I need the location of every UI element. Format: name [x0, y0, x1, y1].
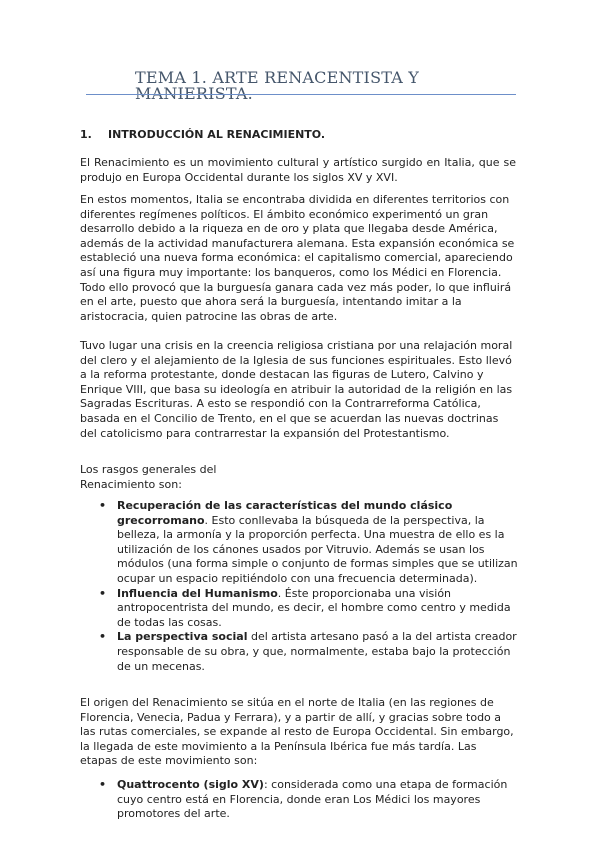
- list-item: [80, 499, 520, 587]
- paragraph-religion: Tuvo lugar una crisis en la creencia religiosa cristiana por una relajación moral del clero y el alejamiento de la Iglesia de sus funciones espirituales. Esto llevó a la reforma protestante, donde destacan las figuras de Lutero, Calvino y Enrique VIII, que basa su ideología en atribuir la autoridad de la religión en las Sagradas Escrituras. A esto se respondió con la Contrarreforma Católica, basada en el Concilio de Trento, en el que se acuerdan las nuevas doctrinas del catolicismo para contrarrestar la expansión del Protestantismo.: [80, 339, 513, 440]
- bullet-icon: •: [99, 586, 107, 600]
- list-item-text: . Éste proporcionaba una visión antropocentrista del mundo, es decir, el hombre como centro y medida de todas las cosas.: [117, 586, 511, 629]
- list-item-text: del artista artesano pasó a la del artista creador responsable de su obra, y que, normalmente, estaba bajo la protección de un mecenas.: [117, 630, 517, 673]
- list-item-bold: Quattrocento (siglo XV): [117, 778, 264, 791]
- section-number: 1.: [80, 128, 92, 141]
- list-item-bold: La perspectiva social: [117, 630, 248, 644]
- bullet-icon: •: [99, 630, 107, 644]
- list-item-text: : considerada como una etapa de formación cuyo centro está en Florencia, donde eran Los Médici los mayores promotores del arte.: [117, 778, 508, 821]
- features-list: [80, 499, 520, 674]
- title-underline: [86, 94, 516, 95]
- list-item: [80, 630, 520, 674]
- list-item: [80, 778, 520, 822]
- bullet-icon: •: [99, 778, 107, 791]
- document-title: TEMA 1. ARTE RENACENTISTA Y MANIERISTA.: [135, 68, 420, 103]
- list-item-bold: Influencia del Humanismo: [117, 586, 278, 600]
- stages-list: [80, 778, 520, 822]
- paragraph-intro: El Renacimiento es un movimiento cultural y artístico surgido en Italia, que se produjo en Europa Occidental durante los siglos XV y XVI.: [80, 156, 516, 184]
- list-item-bold: Recuperación de las características del mundo clásico grecorromano: [117, 499, 453, 527]
- section-heading: [80, 128, 520, 142]
- list-item-text: . Esto conllevaba la búsqueda de la perspectiva, la belleza, la armonía y la proporción perfecta. Una muestra de ello es la utilización de los cánones usados por Vitruvio. Además se usan los módulos (una forma simple o conjunto de formas simples que se utilizan ocupar un espacio repitiéndolo con una frecuencia determinada).: [117, 513, 518, 585]
- features-intro-line-2: Renacimiento son:: [80, 477, 182, 491]
- list-item: [80, 587, 520, 631]
- features-intro-line-1: Los rasgos generales del: [80, 463, 217, 476]
- paragraph-features-intro: [80, 463, 516, 492]
- section-heading-text: INTRODUCCIÓN AL RENACIMIENTO.: [108, 128, 326, 141]
- paragraph-origin: El origen del Renacimiento se sitúa en el norte de Italia (en las regiones de Florencia, Venecia, Padua y Ferrara), y a partir de allí, y gracias sobre todo a las rutas comerciales, se expande al resto de Europa Occidental. Sin embargo, la llegada de este movimiento a la Península Ibérica fue más tardía. Las etapas de este movimiento son:: [80, 696, 514, 768]
- paragraph-context: En estos momentos, Italia se encontraba dividida en diferentes territorios con diferentes regímenes políticos. El ámbito económico experimentó un gran desarrollo debido a la riqueza en de oro y plata que llegaba desde América, además de la actividad manufacturera alemana. Esta expansión económica se estableció una nueva forma económica: el capitalismo comercial, apareciendo así una figura muy importante: los banqueros, como los Médici en Florencia. Todo ello provocó que la burguesía ganara cada vez más poder, lo que influirá en el arte, puesto que ahora será la burguesía, intentando imitar a la aristocracia, quien patrocine las obras de arte.: [80, 193, 515, 323]
- bullet-icon: •: [99, 499, 107, 512]
